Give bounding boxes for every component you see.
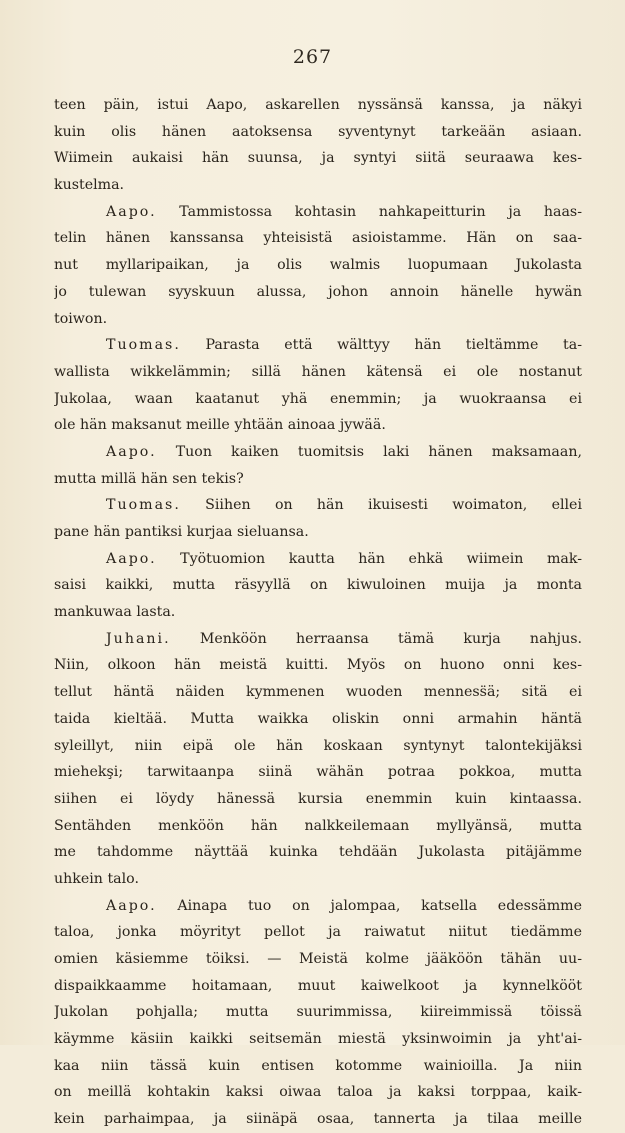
line-text: Tammistossa kohtasin nahkapeitturin ja haas- xyxy=(179,203,582,220)
line-text: nut myllaripaikan, ja olis walmis luopumaan Jukolasta xyxy=(54,257,582,274)
text-line xyxy=(54,919,582,946)
line-text: Wiimein aukaisi hän suunsa, ja syntyi siitä seuraawa kes- xyxy=(54,150,582,167)
speaker-name: Aapo. xyxy=(106,443,157,460)
line-text: telin hänen kanssansa yhteisistä asioistamme. Hän on saa- xyxy=(54,230,582,247)
text-line xyxy=(54,572,582,599)
line-text: kein parhaimpaa, ja siinäpä osaa, tannerta ja tilaa meille xyxy=(54,1111,582,1128)
text-line xyxy=(54,599,582,626)
text-line xyxy=(54,1053,582,1080)
page-number: 267 xyxy=(292,46,333,68)
speaker-name: Aapo. xyxy=(106,203,157,220)
text-line xyxy=(54,252,582,279)
line-text: Työtuomion kautta hän ehkä wiimein mak- xyxy=(180,550,582,567)
text-line xyxy=(54,999,582,1026)
line-text: me tahdomme näyttää kuinka tehdään Jukolasta pitäjämme xyxy=(54,844,582,861)
speaker-name: Aapo. xyxy=(106,550,157,567)
line-text: kaa niin tässä kuin entisen kotomme wainioilla. Ja niin xyxy=(54,1057,582,1074)
line-text: mankuwaa lasta. xyxy=(54,604,176,621)
text-line xyxy=(54,866,582,893)
line-text: omien käsiemme töiksi. — Meistä kolme jääköön tähän uu- xyxy=(54,951,582,967)
text-line xyxy=(54,279,582,306)
speaker-line xyxy=(54,893,582,920)
line-text: taloa, jonka möyrityt pellot ja raiwatut niitut tiedämme xyxy=(54,924,582,941)
speaker-line xyxy=(54,492,582,519)
line-text: Niin, olkoon hän meistä kuitti. Myös on huono onni kes- xyxy=(54,657,582,674)
line-text: ole hän maksanut meille yhtään ainoaa jywää. xyxy=(54,417,386,434)
text-line xyxy=(54,946,582,973)
line-text: Jukolaa, waan kaatanut yhä enemmin; ja wuokraansa ei xyxy=(54,390,582,407)
speaker-name: Tuomas. xyxy=(106,497,181,514)
line-text: jo tulewan syyskuun alussa, johon annoin hänelle hywän xyxy=(54,283,582,300)
line-text: Sentähden menköön hän nalkkeilemaan myllyänsä, mutta xyxy=(54,817,582,834)
text-line xyxy=(54,359,582,386)
text-line xyxy=(54,839,582,866)
text-line xyxy=(54,92,582,119)
line-text: Siihen on hän ikuisesti woimaton, ellei xyxy=(205,497,582,514)
line-text: pane hän pantiksi kurjaa sieluansa. xyxy=(54,524,309,540)
text-line xyxy=(54,733,582,760)
text-line xyxy=(54,519,582,546)
text-line xyxy=(54,973,582,1000)
line-text: toiwon. xyxy=(54,310,108,327)
line-text: Menköön herraansa tämä kurja nahjus. xyxy=(199,630,582,647)
line-text: kustelma. xyxy=(54,177,125,194)
text-line xyxy=(54,813,582,840)
text-line xyxy=(54,1079,582,1106)
text-line xyxy=(54,679,582,706)
line-text: dispaikkaamme hoitamaan, muut kaiwelkoot ja kynnelkööt xyxy=(54,977,582,994)
speaker-line xyxy=(54,199,582,226)
line-text: tellut häntä näiden kymmenen wuoden menness̈ä; sitä ei xyxy=(54,684,582,701)
line-text: wallista wikkelämmin; sillä hänen kätensä ei ole nostanut xyxy=(54,363,582,380)
line-text: taida kieltää. Mutta waikka oliskin onni armahin häntä xyxy=(54,710,582,727)
text-line xyxy=(54,786,582,813)
text-line xyxy=(54,386,582,413)
text-line xyxy=(54,652,582,679)
speaker-line xyxy=(54,546,582,573)
line-text: Ainapa tuo on jalompaa, katsella edessämme xyxy=(177,897,582,914)
line-text: saisi kaikki, mutta räsyyllä on kiwuloinen muija ja monta xyxy=(54,577,582,594)
line-text: miehekşi; tarwitaanpa siinä wähän potraa pokkoa, mutta xyxy=(54,764,582,781)
body-text xyxy=(54,92,582,1133)
text-line xyxy=(54,466,582,493)
line-text: Parasta että wälttyy hän tieltämme ta- xyxy=(205,337,582,354)
line-text: käymme käsiin kaikki seitsemän miestä yksinwoimin ja yht'ai- xyxy=(54,1031,582,1048)
text-line xyxy=(54,759,582,786)
text-line xyxy=(54,1106,582,1133)
line-text: uhkein talo. xyxy=(54,870,139,887)
text-line xyxy=(54,119,582,146)
text-line xyxy=(54,225,582,252)
speaker-name: Juhani. xyxy=(106,630,171,647)
speaker-line xyxy=(54,332,582,359)
speaker-name: Tuomas. xyxy=(106,337,181,354)
text-line xyxy=(54,1026,582,1053)
speaker-line xyxy=(54,439,582,466)
line-text: Jukolan pohjalla; mutta suurimmissa, kiireimmissä töissä xyxy=(54,1004,582,1021)
line-text: Tuon kaiken tuomitsis laki hänen maksamaan, xyxy=(175,443,582,460)
speaker-line xyxy=(54,626,582,653)
text-line xyxy=(54,412,582,439)
text-line xyxy=(54,306,582,333)
line-text: syleillyt, niin eipä ole hän koskaan syntynyt talontekijäksi xyxy=(54,737,582,754)
line-text: siihen ei löydy hänessä kursia enemmin kuin kintaassa. xyxy=(54,790,582,807)
text-line xyxy=(54,706,582,733)
speaker-name: Aapo. xyxy=(106,897,157,914)
line-text: kuin olis hänen aatoksensa syventynyt tarkeään asiaan. xyxy=(54,123,582,140)
line-text: mutta millä hän sen tekis? xyxy=(54,470,244,487)
line-text: on meillä kohtakin kaksi oiwaa taloa ja kaksi torppaa, kaik- xyxy=(54,1084,582,1101)
text-line xyxy=(54,172,582,199)
text-line xyxy=(54,145,582,172)
line-text: teen päin, istui Aapo, askarellen nyssänsä kanssa, ja näkyi xyxy=(54,97,582,113)
